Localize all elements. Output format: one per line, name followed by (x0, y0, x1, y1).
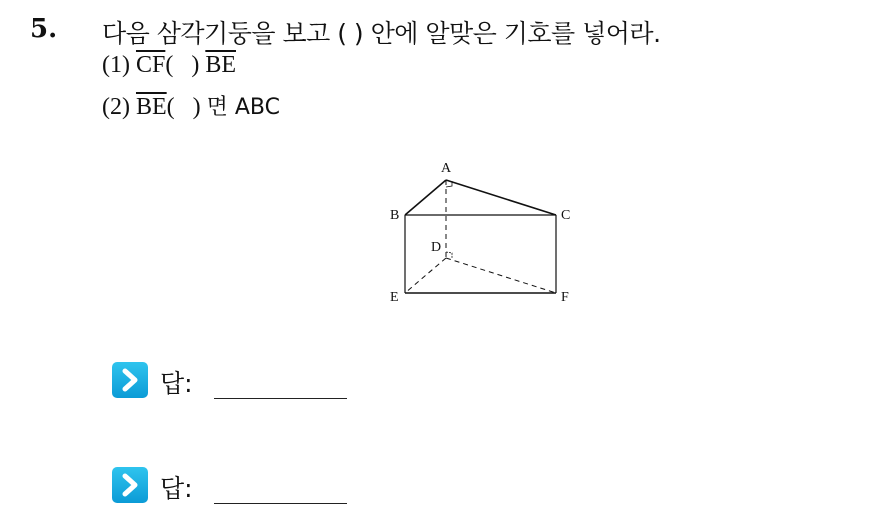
answer-input-line[interactable] (214, 398, 347, 399)
answer-blank: ( ) (166, 94, 201, 120)
prism-diagram (380, 155, 590, 315)
segment-cf: $\overline{CF}$ (135, 52, 166, 78)
chevron-right-icon (112, 362, 148, 398)
edge-ab (405, 180, 446, 215)
segment-be: $\overline{BE}$ (135, 94, 167, 120)
vertex-label-c: C (561, 208, 571, 223)
sub-question-2 (102, 90, 280, 121)
segment-be: $\overline{BE}$ (205, 52, 236, 78)
vertex-label-d: D (431, 240, 442, 255)
right-angle-mark-d (446, 252, 452, 258)
answer-blank: ( ) (165, 52, 200, 78)
edge-ac (446, 180, 556, 215)
vertex-label-b: B (390, 208, 400, 223)
vertex-label-f: F (561, 290, 569, 305)
edge-df-hidden (446, 258, 556, 293)
face-abc: 면 ABC (206, 95, 281, 120)
edge-de-hidden (405, 258, 446, 293)
answer-input-line[interactable] (214, 503, 347, 504)
question-number: 5. (30, 14, 58, 44)
chevron-right-icon (112, 467, 148, 503)
answer-label: 답: (160, 474, 193, 503)
triangular-prism-figure (380, 155, 590, 319)
vertex-label-a: A (441, 161, 452, 176)
question-text: 다음 삼각기둥을 보고 ( ) 안에 알맞은 기호를 넣어라. (102, 19, 661, 48)
sub-question-label: (1) (102, 52, 130, 78)
vertex-label-e: E (390, 290, 399, 305)
sub-question-1 (102, 52, 236, 79)
sub-question-label: (2) (102, 94, 130, 120)
answer-label: 답: (160, 369, 193, 398)
